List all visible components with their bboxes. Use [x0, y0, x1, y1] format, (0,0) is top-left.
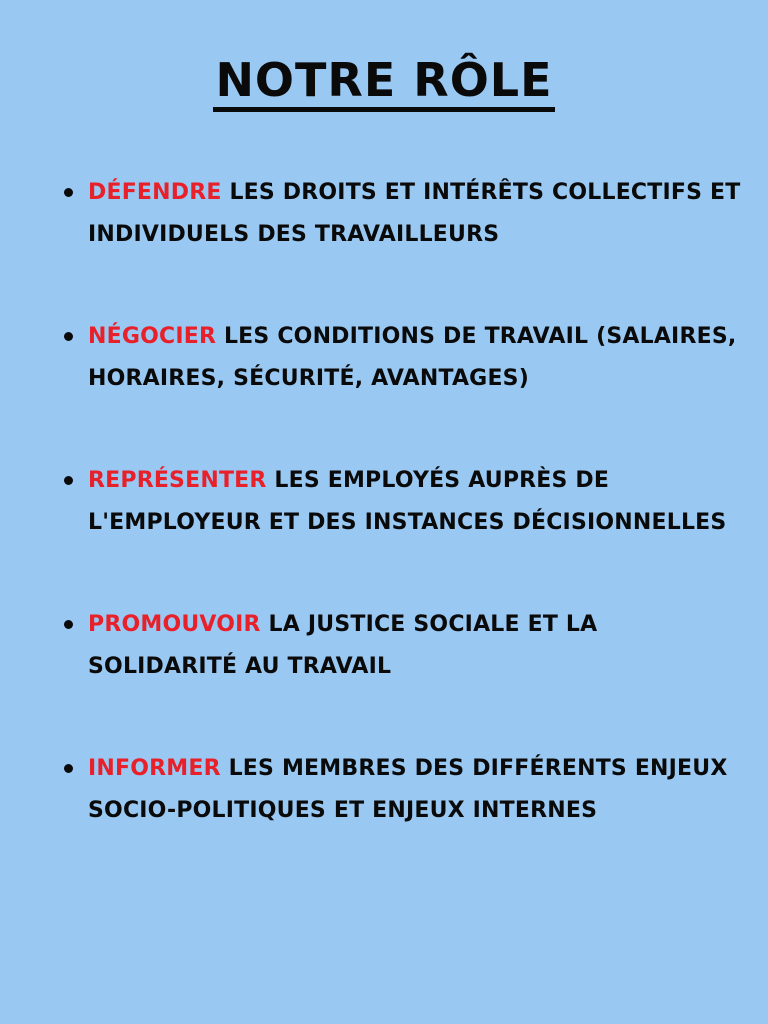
bullet-icon	[64, 764, 73, 773]
bullet-icon	[64, 188, 73, 197]
list-item	[62, 748, 742, 832]
bullet-icon	[64, 476, 73, 485]
role-list	[62, 172, 742, 892]
page-title	[0, 50, 768, 112]
item-verb: NÉGOCIER	[88, 324, 217, 349]
list-item	[62, 460, 742, 544]
item-text: LES MEMBRES DES DIFFÉRENTS ENJEUX SOCIO-POLITIQUES ET ENJEUX INTERNES	[88, 756, 728, 823]
item-verb: DÉFENDRE	[88, 180, 222, 205]
item-verb: PROMOUVOIR	[88, 612, 261, 637]
list-item	[62, 316, 742, 400]
item-text: LES CONDITIONS DE TRAVAIL (SALAIRES, HORAIRES, SÉCURITÉ, AVANTAGES)	[88, 324, 737, 391]
item-text: LA JUSTICE SOCIALE ET LA SOLIDARITÉ AU TRAVAIL	[88, 612, 598, 679]
bullet-icon	[64, 332, 73, 341]
list-item	[62, 172, 742, 256]
page-title-text: NOTRE RÔLE	[213, 53, 554, 112]
list-item	[62, 604, 742, 688]
item-text: LES EMPLOYÉS AUPRÈS DE L'EMPLOYEUR ET DES INSTANCES DÉCISIONNELLES	[88, 468, 727, 535]
bullet-icon	[64, 620, 73, 629]
item-text: LES DROITS ET INTÉRÊTS COLLECTIFS ET INDIVIDUELS DES TRAVAILLEURS	[88, 180, 741, 247]
item-verb: REPRÉSENTER	[88, 468, 267, 493]
item-verb: INFORMER	[88, 756, 221, 781]
